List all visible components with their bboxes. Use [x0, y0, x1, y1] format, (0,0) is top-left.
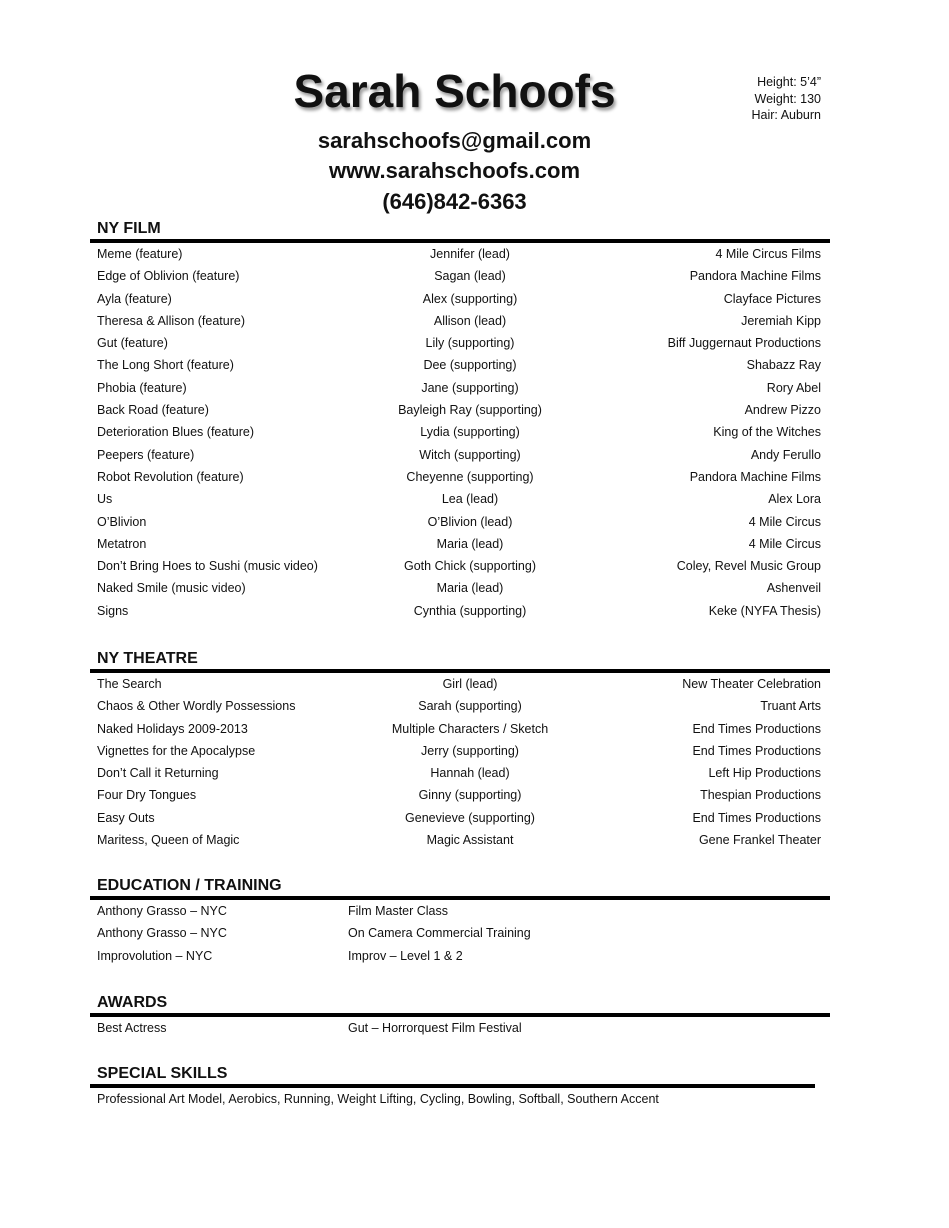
- table-row: [90, 399, 830, 421]
- project-title: Ayla (feature): [97, 291, 172, 306]
- role: Bayleigh Ray (supporting): [398, 403, 542, 418]
- table-row: [90, 555, 830, 577]
- table-row: [90, 673, 830, 695]
- project-title: Naked Holidays 2009-2013: [97, 721, 248, 736]
- table-row: [90, 444, 830, 466]
- company: 4 Mile Circus: [748, 536, 821, 551]
- project-title: Don’t Bring Hoes to Sushi (music video): [97, 559, 318, 574]
- role: Jennifer (lead): [430, 247, 510, 261]
- company: 4 Mile Circus: [748, 514, 821, 529]
- project-title: Edge of Oblivion (feature): [97, 269, 240, 284]
- role: Lily (supporting): [425, 336, 515, 351]
- table-row: [90, 784, 830, 806]
- project-title: Deterioration Blues (feature): [97, 425, 255, 440]
- company: Andrew Pizzo: [744, 403, 821, 418]
- company: Andy Ferullo: [750, 447, 821, 462]
- table-row: [90, 265, 830, 287]
- item-right: Film Master Class: [348, 904, 449, 918]
- table-row: [90, 945, 830, 967]
- company: Ashenveil: [766, 581, 821, 596]
- role: Sarah (supporting): [418, 699, 522, 714]
- table-row: [90, 829, 830, 851]
- hair: Hair: Auburn: [751, 108, 821, 122]
- email: sarahschoofs@gmail.com: [317, 128, 592, 153]
- company: Left Hip Productions: [708, 766, 821, 781]
- table-row: [90, 354, 830, 376]
- project-title: Maritess, Queen of Magic: [97, 833, 240, 848]
- company: Pandora Machine Films: [689, 269, 821, 284]
- project-title: O’Blivion: [97, 514, 147, 529]
- company: Biff Juggernaut Productions: [667, 336, 821, 351]
- section-education: [90, 877, 830, 967]
- project-title: Chaos & Other Wordly Possessions: [97, 699, 296, 714]
- company: Jeremiah Kipp: [741, 313, 821, 328]
- table-row: [90, 762, 830, 784]
- project-title: Metatron: [97, 536, 147, 551]
- company: New Theater Celebration: [682, 677, 821, 691]
- role: Maria (lead): [436, 536, 504, 551]
- physical-stats: [752, 74, 821, 124]
- role: Lydia (supporting): [420, 425, 520, 440]
- item-left: Anthony Grasso – NYC: [97, 926, 227, 941]
- project-title: Four Dry Tongues: [97, 788, 197, 803]
- table-row: [90, 288, 830, 310]
- company: Clayface Pictures: [723, 291, 821, 306]
- section-awards: [90, 994, 830, 1039]
- role: Girl (lead): [442, 677, 498, 691]
- item-right: On Camera Commercial Training: [348, 926, 531, 941]
- table-row: [90, 900, 830, 922]
- table-row: [90, 740, 830, 762]
- company: Keke (NYFA Thesis): [708, 603, 821, 618]
- table-row: [90, 695, 830, 717]
- role: Goth Chick (supporting): [403, 559, 537, 574]
- project-title: Gut (feature): [97, 336, 168, 351]
- table-row: [90, 1017, 830, 1039]
- item-left: Anthony Grasso – NYC: [97, 904, 227, 918]
- company: Alex Lora: [768, 492, 821, 507]
- role: Jerry (supporting): [421, 743, 519, 758]
- table-row: [90, 243, 830, 265]
- table-row: [90, 922, 830, 944]
- company: Coley, Revel Music Group: [676, 559, 821, 574]
- weight: Weight: 130: [754, 91, 821, 106]
- item-right: Gut – Horrorquest Film Festival: [348, 1021, 522, 1035]
- skills-text: Professional Art Model, Aerobics, Running, Weight Lifting, Cycling, Bowling, Softball, Southern Accent: [97, 1092, 659, 1106]
- project-title: Phobia (feature): [97, 380, 187, 395]
- website: www.sarahschoofs.com: [328, 158, 581, 183]
- company: Thespian Productions: [700, 788, 821, 803]
- company: King of the Witches: [713, 425, 821, 440]
- project-title: Don’t Call it Returning: [97, 766, 219, 781]
- role: O’Blivion (lead): [427, 514, 513, 529]
- table-row: [90, 421, 830, 443]
- item-right: Improv – Level 1 & 2: [348, 948, 463, 963]
- project-title: Naked Smile (music video): [97, 581, 246, 596]
- table-row: [90, 488, 830, 510]
- project-title: Vignettes for the Apocalypse: [97, 743, 256, 758]
- height: Height: 5’4”: [757, 75, 821, 89]
- company: Truant Arts: [760, 699, 821, 714]
- role: Dee (supporting): [423, 358, 517, 373]
- project-title: Us: [97, 492, 113, 507]
- company: End Times Productions: [692, 721, 821, 736]
- project-title: Theresa & Allison (feature): [97, 313, 245, 328]
- actor-name: Sarah Schoofs: [293, 65, 616, 117]
- phone: (646)842-6363: [382, 189, 527, 214]
- role: Ginny (supporting): [418, 788, 522, 803]
- table-row: [90, 807, 830, 829]
- project-title: Back Road (feature): [97, 403, 209, 418]
- company: Shabazz Ray: [746, 358, 821, 373]
- role: Sagan (lead): [434, 269, 506, 284]
- section-title: SPECIAL SKILLS: [97, 1065, 228, 1082]
- table-row: [90, 600, 830, 622]
- project-title: Meme (feature): [97, 247, 183, 261]
- role: Genevieve (supporting): [405, 810, 535, 825]
- role: Witch (supporting): [419, 447, 521, 462]
- company: 4 Mile Circus Films: [715, 247, 821, 261]
- company: End Times Productions: [692, 810, 821, 825]
- table-row: [90, 533, 830, 555]
- section-ny-theatre: [90, 650, 830, 851]
- role: Magic Assistant: [426, 833, 514, 848]
- table-row: [90, 310, 830, 332]
- company: Pandora Machine Films: [689, 469, 821, 484]
- table-row: [90, 718, 830, 740]
- section-title: AWARDS: [97, 994, 168, 1011]
- table-row: [90, 377, 830, 399]
- project-title: Signs: [97, 603, 129, 618]
- company: Gene Frankel Theater: [698, 833, 821, 848]
- table-row: [90, 511, 830, 533]
- project-title: The Search: [97, 677, 162, 691]
- section-title: NY FILM: [97, 220, 161, 237]
- role: Allison (lead): [433, 313, 507, 328]
- role: Cheyenne (supporting): [406, 469, 534, 484]
- company: End Times Productions: [692, 743, 821, 758]
- table-row: [90, 466, 830, 488]
- role: Jane (supporting): [421, 380, 519, 395]
- role: Maria (lead): [436, 581, 504, 596]
- section-title: EDUCATION / TRAINING: [97, 877, 282, 894]
- role: Multiple Characters / Sketch: [391, 721, 549, 736]
- role: Alex (supporting): [422, 291, 518, 306]
- company: Rory Abel: [766, 380, 821, 395]
- role: Lea (lead): [441, 492, 499, 507]
- role: Hannah (lead): [430, 766, 510, 781]
- section-special-skills: [90, 1065, 830, 1110]
- project-title: Peepers (feature): [97, 447, 195, 462]
- table-row: [90, 577, 830, 599]
- project-title: Robot Revolution (feature): [97, 469, 244, 484]
- project-title: The Long Short (feature): [97, 358, 234, 373]
- project-title: Easy Outs: [97, 810, 155, 825]
- table-row: [90, 332, 830, 354]
- item-left: Improvolution – NYC: [97, 948, 213, 963]
- item-left: Best Actress: [97, 1021, 167, 1035]
- section-ny-film: [90, 220, 830, 622]
- role: Cynthia (supporting): [413, 603, 527, 618]
- section-title: NY THEATRE: [97, 650, 198, 667]
